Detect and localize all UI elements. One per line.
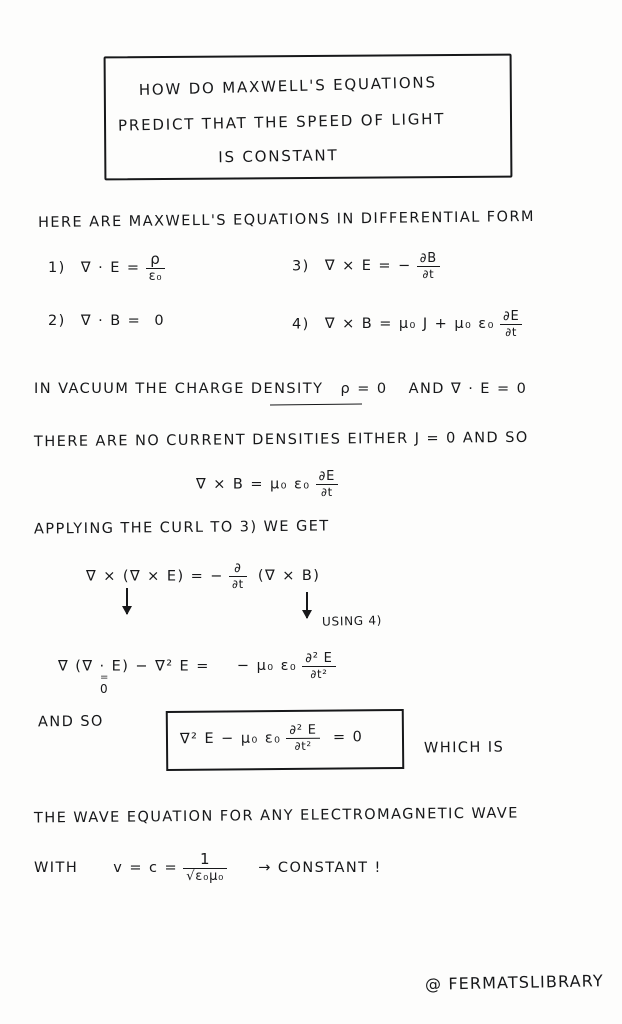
title-line-3: IS CONSTANT xyxy=(218,146,339,167)
equation-2-rhs: 0 xyxy=(154,313,166,329)
equation-3-lhs: ∇ × E = − xyxy=(324,258,412,275)
equation-4 xyxy=(292,310,522,338)
boxed-rhs: = 0 xyxy=(332,729,364,746)
equation-3-fraction xyxy=(417,252,440,280)
speed-lhs: v = c = xyxy=(113,860,179,877)
vacuum-ampere-denominator: ∂t xyxy=(316,484,339,498)
equation-3-denominator: ∂t xyxy=(417,266,440,280)
vacuum-ampere-equation xyxy=(196,470,338,498)
equation-3 xyxy=(292,252,440,280)
vacuum-text-b: AND ∇ · E = 0 xyxy=(408,381,528,397)
boxed-fraction xyxy=(286,724,320,752)
and-so-label: AND SO xyxy=(37,713,104,731)
intro-text: HERE ARE MAXWELL'S EQUATIONS IN DIFFERENTIAL FORM xyxy=(37,208,536,232)
curl-curl-derivative-denominator: ∂t xyxy=(229,576,247,590)
zero-equals-sign: = xyxy=(100,672,109,683)
equation-4-numerator: ∂E xyxy=(502,309,520,324)
title-box xyxy=(104,54,513,181)
boxed-lhs: ∇² E − μ₀ ε₀ xyxy=(179,730,282,748)
expanded-rhs-prefix: − μ₀ ε₀ xyxy=(236,658,298,675)
speed-fraction xyxy=(183,852,227,883)
equation-4-denominator: ∂t xyxy=(500,324,523,338)
constant-label: → CONSTANT ! xyxy=(258,860,382,877)
title-line-2: PREDICT THAT THE SPEED OF LIGHT xyxy=(117,109,446,135)
wave-equation-sentence: THE WAVE EQUATION FOR ANY ELECTROMAGNETIC WAVE xyxy=(33,805,519,827)
expanded-rhs-numerator: ∂² E xyxy=(305,651,333,666)
vacuum-ampere-numerator: ∂E xyxy=(318,469,336,484)
expanded-rhs-denominator: ∂t² xyxy=(302,666,335,680)
currents-line: THERE ARE NO CURRENT DENSITIES EITHER J = 0 AND SO xyxy=(33,429,529,451)
vacuum-rho-zero: ρ = 0 xyxy=(340,381,388,397)
equation-2-lhs: ∇ · B = xyxy=(80,313,142,329)
title-line-1: HOW DO MAXWELL'S EQUATIONS xyxy=(138,73,437,100)
curl-curl-derivative-numerator: ∂ xyxy=(234,561,242,576)
vacuum-ampere-lhs: ∇ × B = μ₀ ε₀ xyxy=(196,476,311,493)
equation-2 xyxy=(48,310,165,329)
curl-curl-time-derivative xyxy=(229,562,247,590)
equation-1-fraction xyxy=(146,252,166,283)
vacuum-line xyxy=(34,378,527,397)
equation-4-number: 4) xyxy=(292,316,310,333)
equation-4-fraction xyxy=(500,310,523,338)
vacuum-ampere-fraction xyxy=(316,470,339,498)
arrow-down-icon-left xyxy=(126,588,128,614)
equation-1 xyxy=(48,252,165,283)
equation-1-lhs: ∇ · E = xyxy=(80,260,141,277)
equation-1-numerator: ρ xyxy=(150,250,161,268)
rho-underline xyxy=(270,404,362,406)
which-is-label: WHICH IS xyxy=(423,739,505,757)
speed-of-light-line xyxy=(34,852,382,883)
equation-1-number: 1) xyxy=(48,260,66,277)
equation-4-lhs: ∇ × B = μ₀ J + μ₀ ε₀ xyxy=(324,316,495,333)
equation-3-numerator: ∂B xyxy=(419,251,437,266)
curl-curl-equation xyxy=(86,562,320,590)
vacuum-text-a: IN VACUUM THE CHARGE DENSITY xyxy=(34,381,324,397)
equation-3-number: 3) xyxy=(292,258,310,275)
boxed-wave-equation xyxy=(166,709,405,771)
curl-curl-rhs: (∇ × B) xyxy=(257,568,321,585)
arrow-down-icon-right xyxy=(306,592,308,618)
with-label: WITH xyxy=(34,860,79,877)
curl-curl-lhs: ∇ × (∇ × E) = − xyxy=(86,568,224,585)
curl-instruction-line: APPLYING THE CURL TO 3) WE GET xyxy=(33,518,330,538)
equation-1-denominator: ε₀ xyxy=(146,268,166,284)
signature-watermark: @ FERMATSLIBRARY xyxy=(425,971,605,994)
zero-annotation: 0 xyxy=(100,682,109,696)
speed-numerator: 1 xyxy=(199,850,211,868)
speed-denominator: √ε₀μ₀ xyxy=(183,868,227,884)
using-four-label: USING 4) xyxy=(321,613,383,629)
boxed-equation-content xyxy=(180,723,364,752)
boxed-numerator: ∂² E xyxy=(289,722,317,738)
expanded-lhs: ∇ (∇ · E) − ∇² E = xyxy=(58,658,210,675)
expanded-rhs-fraction xyxy=(302,652,335,680)
equation-2-number: 2) xyxy=(48,313,66,329)
boxed-denominator: ∂t² xyxy=(286,737,320,751)
